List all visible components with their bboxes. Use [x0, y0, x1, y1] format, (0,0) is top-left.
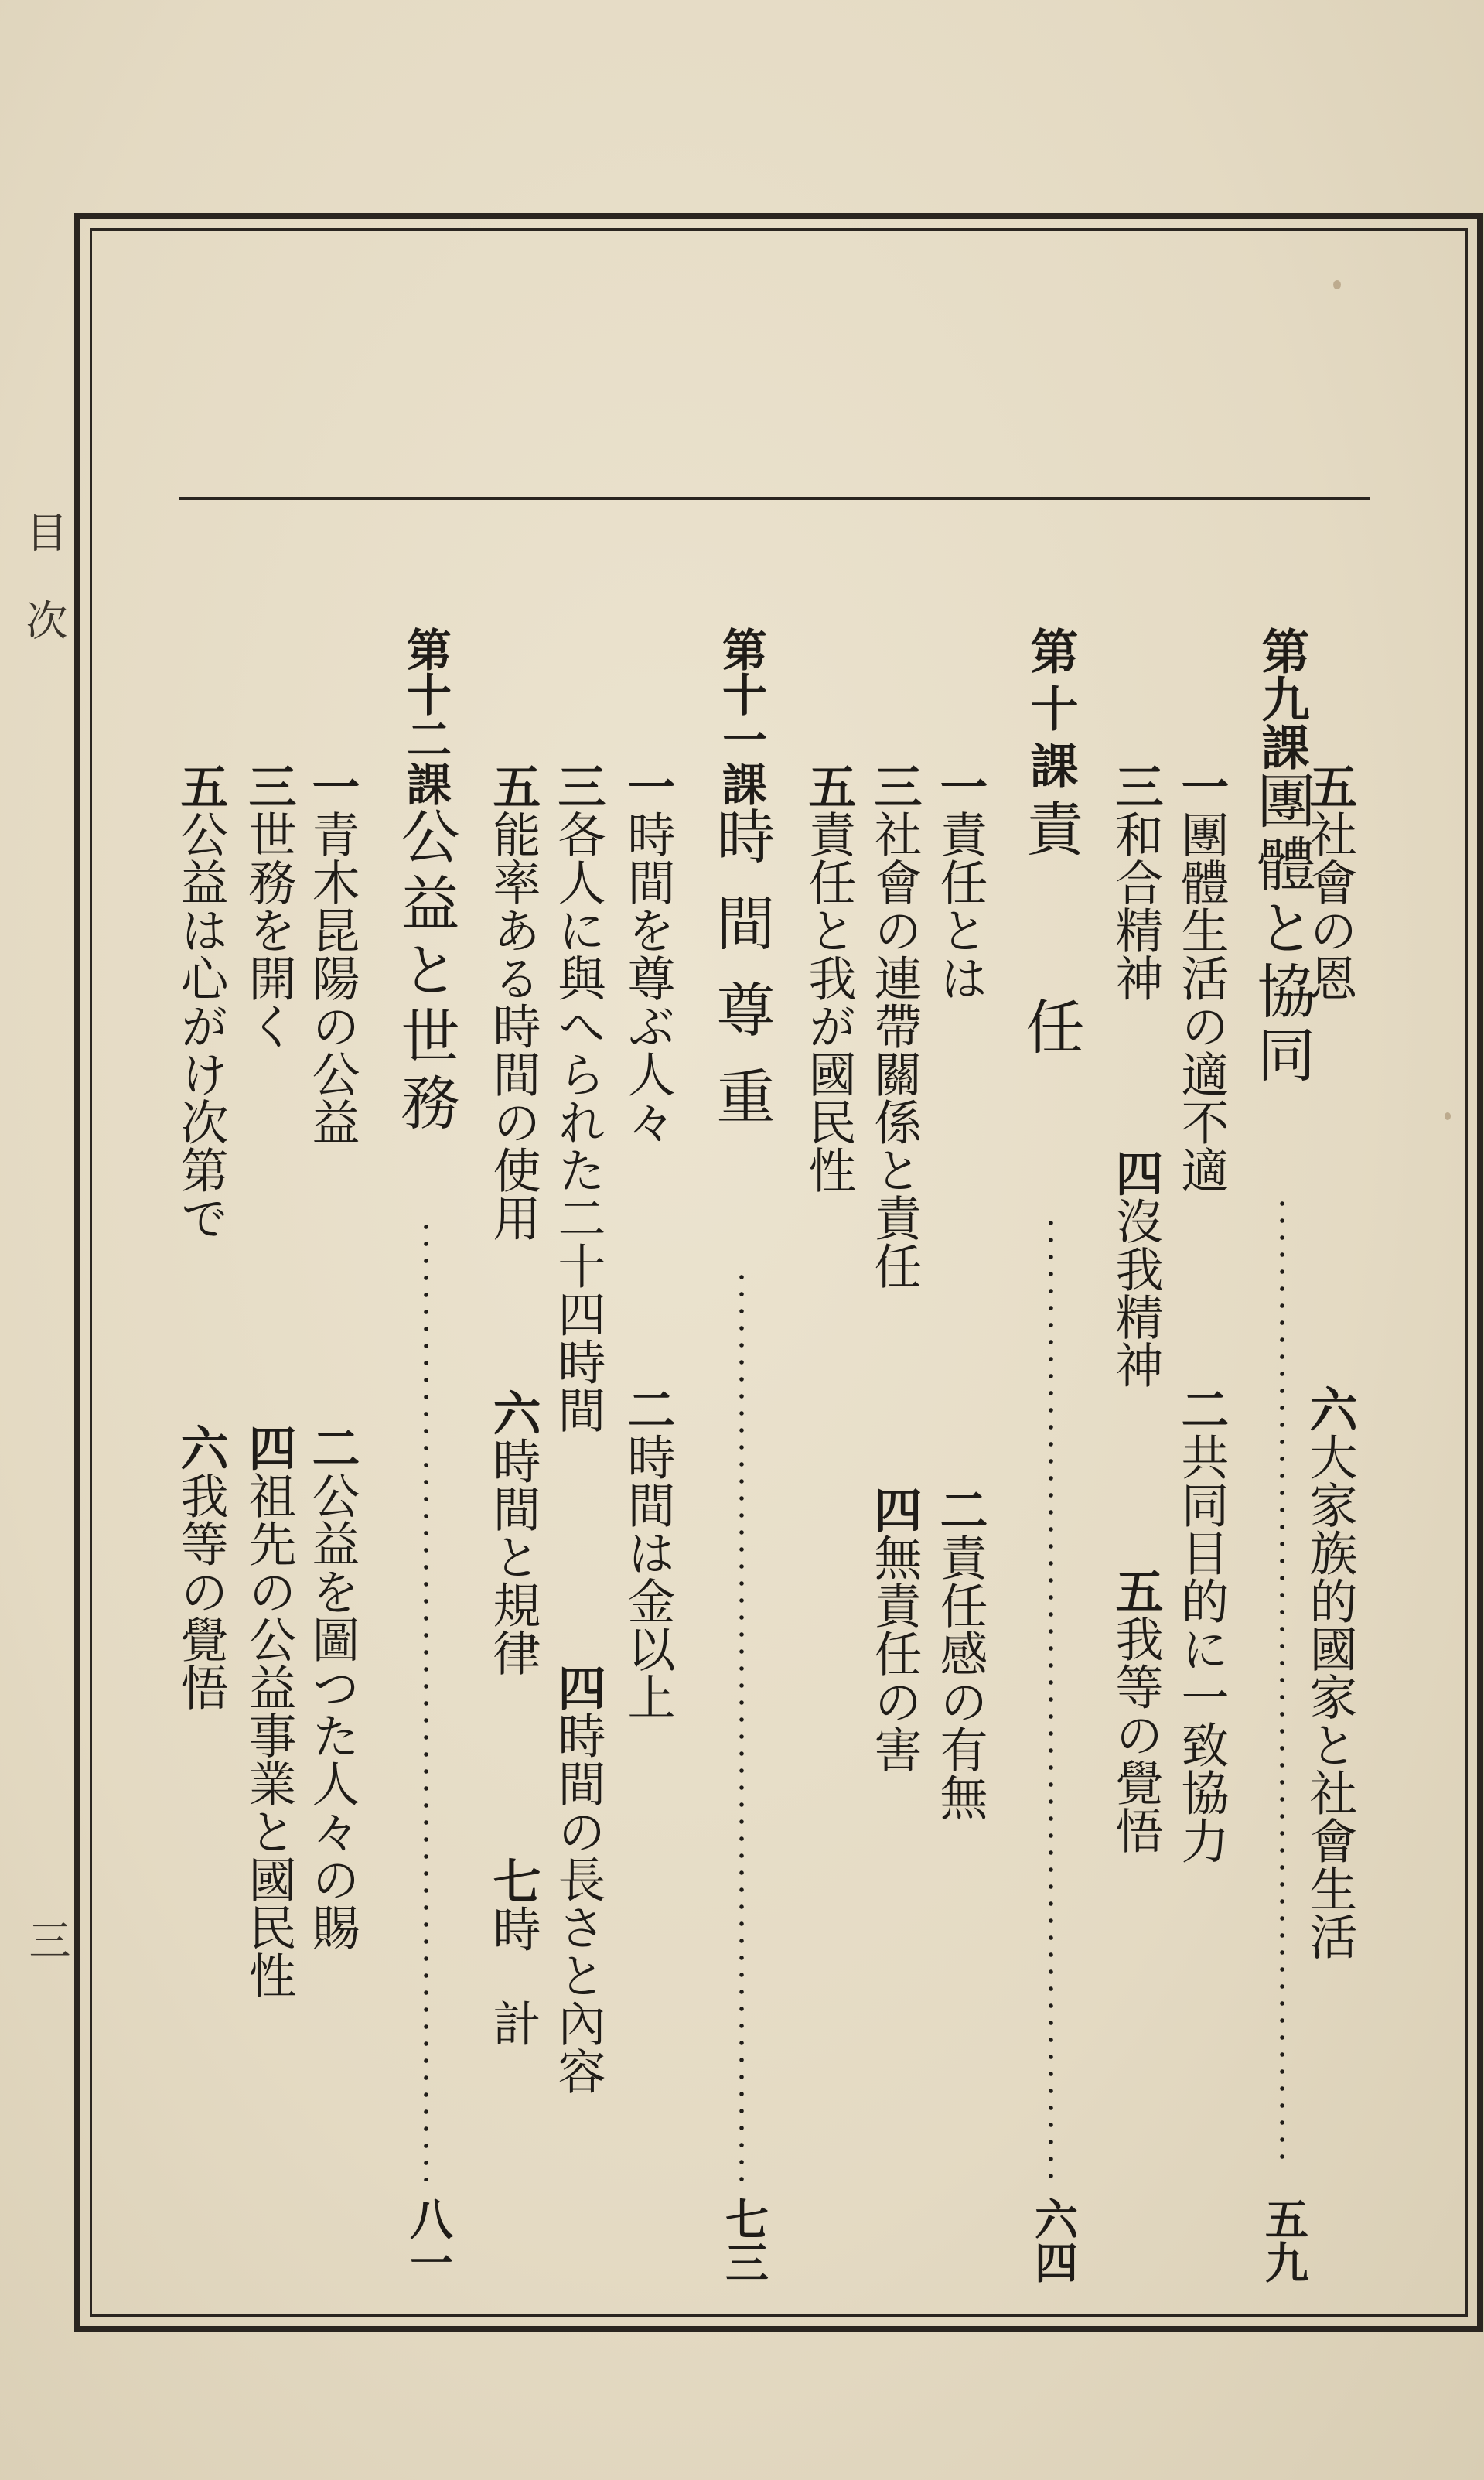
toc-entry[interactable]: [241, 762, 297, 1050]
item-text: 時間は金以上: [619, 1433, 676, 1720]
item-text: 無責任の害: [866, 1533, 923, 1773]
lesson-label: 第十一課: [715, 627, 767, 806]
item-text: 我等の覺悟: [1107, 1614, 1164, 1854]
page-number: 七三: [718, 2197, 769, 2284]
lesson-title: 責任: [1016, 798, 1085, 1194]
toc-entry[interactable]: [932, 1485, 988, 1821]
item-text: 時間と規律: [485, 1436, 541, 1676]
item-text: 能率ある時間の使用: [485, 810, 541, 1242]
item-number: 四: [866, 1485, 923, 1533]
item-text: 世務を開く: [241, 810, 297, 1050]
item-number: 一: [1173, 762, 1230, 810]
item-number: 二: [1173, 1385, 1230, 1433]
item-number: 三: [866, 762, 923, 810]
item-number: 四: [1107, 1149, 1164, 1197]
running-head: 目次: [19, 511, 68, 687]
item-number: 四: [241, 1423, 297, 1471]
item-number: 三: [241, 762, 297, 810]
item-number: 五: [1107, 1566, 1164, 1614]
lesson-title: 團體と協同: [1247, 770, 1316, 1088]
toc-entry[interactable]: [800, 762, 857, 1194]
item-text: 公益を圖つた人々の賜: [304, 1471, 360, 1951]
item-number: 二: [304, 1423, 360, 1471]
item-text: 時計: [485, 1904, 541, 2093]
toc-entry[interactable]: [1173, 1385, 1230, 1864]
item-number: 二: [619, 1385, 676, 1433]
page-folio: 三: [22, 1918, 71, 1960]
lesson-heading-12[interactable]: [391, 627, 460, 1139]
item-number: 五: [485, 762, 541, 810]
item-number: 五: [1301, 762, 1358, 810]
item-text: 共同目的に一致協力: [1173, 1433, 1230, 1864]
item-number: 三: [550, 762, 606, 810]
page-number: 八一: [403, 2197, 454, 2284]
leader-dots: [424, 1218, 428, 2181]
item-number: 六: [1301, 1385, 1358, 1433]
item-number: 四: [550, 1663, 606, 1711]
item-text: 青木昆陽の公益: [304, 810, 360, 1146]
item-text: 我等の覺悟: [172, 1471, 229, 1711]
toc-entry[interactable]: [485, 762, 541, 1242]
item-text: 責任とは: [932, 810, 988, 1002]
toc-entry[interactable]: [1107, 762, 1164, 1002]
lesson-label: 第十二課: [399, 627, 452, 806]
item-text: 社會の恩: [1301, 810, 1358, 1002]
lesson-label: 第九課: [1254, 627, 1310, 770]
item-number: 六: [172, 1423, 229, 1471]
lesson-title: 公益と世務: [391, 806, 460, 1139]
item-text: 和合精神: [1107, 810, 1164, 1002]
lesson-title: 時間尊重: [707, 806, 776, 1153]
item-text: 團體生活の適不適: [1173, 810, 1230, 1194]
item-text: 責任と我が國民性: [800, 810, 857, 1194]
header-rule: [179, 497, 1370, 500]
toc-entry[interactable]: [485, 1389, 541, 1676]
toc-entry[interactable]: [485, 1857, 541, 2093]
item-number: 一: [304, 762, 360, 810]
toc-entry[interactable]: [1107, 1566, 1164, 1854]
item-text: 公益は心がけ次第で: [172, 810, 229, 1242]
item-number: 三: [1107, 762, 1164, 810]
item-text: 時間を尊ぶ人々: [619, 810, 676, 1146]
item-text: 大家族的國家と社會生活: [1301, 1433, 1358, 1960]
lesson-label: 第十課: [1022, 627, 1079, 798]
toc-entry[interactable]: [932, 762, 988, 1002]
item-number: 五: [800, 762, 857, 810]
toc-entry[interactable]: [866, 762, 923, 1290]
item-text: 沒我精神: [1107, 1197, 1164, 1389]
leader-dots: [1280, 1195, 1284, 2170]
page-number: 六四: [1028, 2197, 1079, 2284]
item-text: 社會の連帶關係と責任: [866, 810, 923, 1290]
toc-entry[interactable]: [866, 1485, 923, 1773]
leader-dots: [1049, 1214, 1053, 2181]
toc-entry[interactable]: [1173, 762, 1230, 1194]
leader-dots: [739, 1269, 744, 2181]
inner-frame: [90, 228, 1468, 2317]
item-text: 祖先の公益事業と國民性: [241, 1471, 297, 1999]
item-number: 五: [172, 762, 229, 810]
toc-entry[interactable]: [304, 1423, 360, 1951]
item-number: 七: [485, 1857, 541, 1904]
item-number: 一: [932, 762, 988, 810]
page-number: 五九: [1258, 2197, 1309, 2284]
lesson-heading-9[interactable]: [1247, 627, 1316, 1088]
toc-entry[interactable]: [172, 762, 229, 1242]
toc-entry[interactable]: [172, 1423, 229, 1711]
item-number: 六: [485, 1389, 541, 1436]
item-text: 責任感の有無: [932, 1533, 988, 1821]
toc-entry[interactable]: [304, 762, 360, 1146]
item-text: 各人に與へられた二十四時間: [550, 810, 606, 1433]
toc-entry[interactable]: [241, 1423, 297, 1999]
toc-entry[interactable]: [1301, 1385, 1358, 1960]
item-number: 二: [932, 1485, 988, 1533]
toc-entry[interactable]: [619, 762, 676, 1146]
toc-entry[interactable]: [550, 762, 606, 1433]
item-text: 時間の長さと內容: [550, 1711, 606, 2095]
lesson-heading-10[interactable]: [1016, 627, 1085, 1194]
toc-entry[interactable]: [1107, 1149, 1164, 1389]
lesson-heading-11[interactable]: [707, 627, 776, 1153]
item-number: 一: [619, 762, 676, 810]
toc-entry[interactable]: [550, 1663, 606, 2095]
toc-entry[interactable]: [619, 1385, 676, 1720]
